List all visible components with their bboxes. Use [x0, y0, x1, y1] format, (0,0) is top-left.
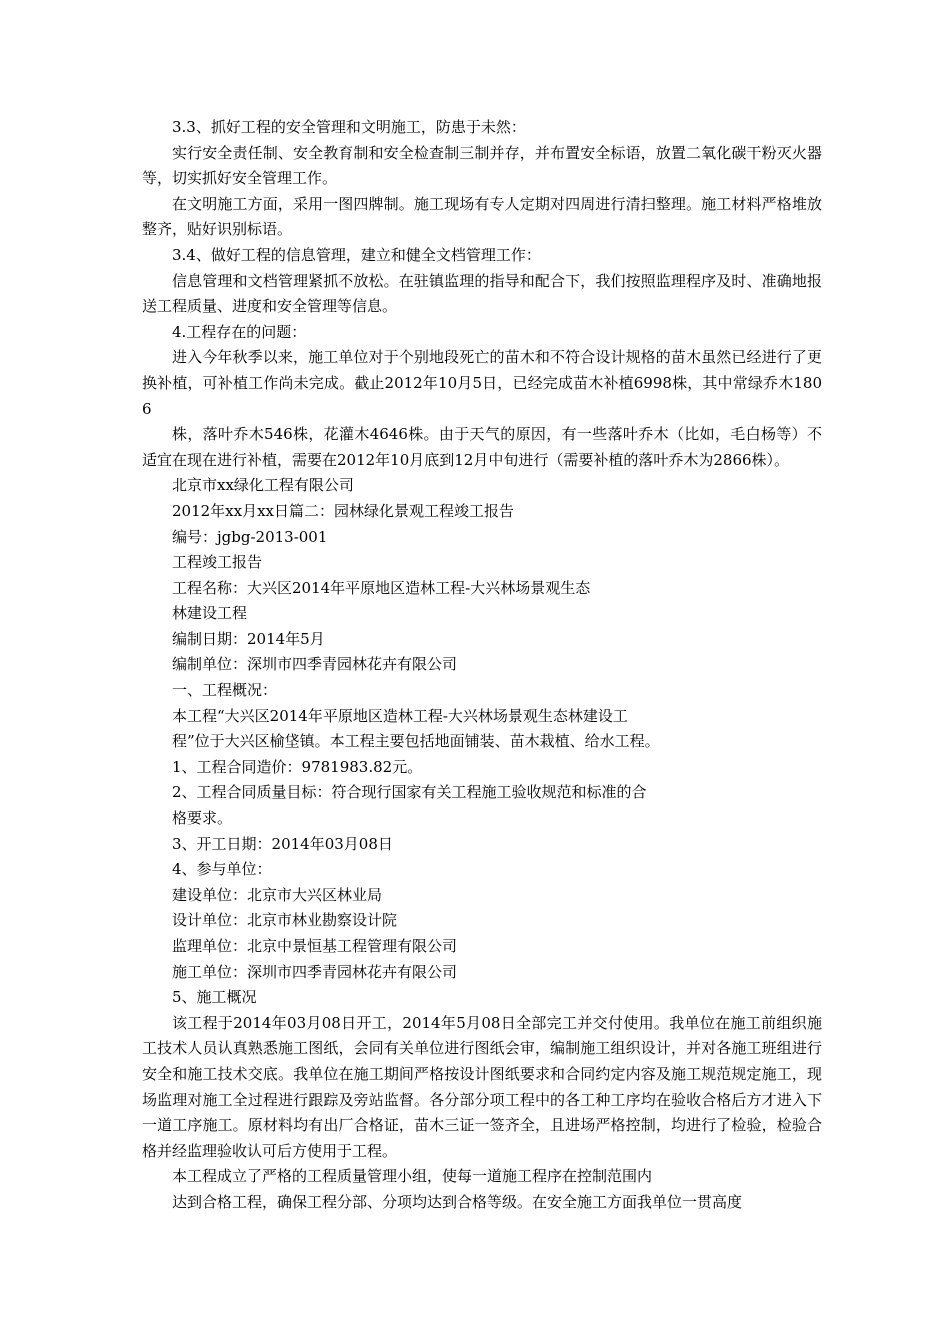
paragraph: 建设单位：北京市大兴区林业局 — [172, 885, 383, 904]
paragraph: 进入今年秋季以来，施工单位对于个别地段死亡的苗木和不符合设计规格的苗木虽然已经进行了更换补植，可补植工作尚未完成。截止2012年10月5日，已经完成苗木补植6998株，其中常绿乔木1806 — [142, 348, 822, 418]
paragraph: 该工程于2014年03月08日开工，2014年5月08日全部完工并交付使用。我单位在施工前组织施工技术人员认真熟悉施工图纸，会同有关单位进行图纸会审，编制施工组织设计，并对各施工班组进行安全和施工技术交底。我单位在施工期间严格按设计图纸要求和合同约定内容及施工规范规定施工，现场监理对施工全过程进行跟踪及旁站监督。各分部分项工程中的各工种工序均在验收合格后方才进入下一道工序施工。原材料均有出厂合格证，苗木三证一签齐全，且进场严格控制，均进行了检验，检验合格并经监理验收认可后方使用于工程。 — [142, 1013, 822, 1160]
paragraph: 施工单位：深圳市四季青园林花卉有限公司 — [172, 962, 458, 981]
paragraph: 工程竣工报告 — [172, 553, 263, 572]
paragraph: 4.工程存在的问题： — [172, 322, 307, 341]
paragraph: 2012年xx月xx日篇二：园林绿化景观工程竣工报告 — [172, 501, 515, 520]
paragraph: 编制日期：2014年5月 — [172, 629, 325, 648]
paragraph: 3.4、做好工程的信息管理，建立和健全文档管理工作： — [172, 245, 541, 264]
paragraph: 本工程成立了严格的工程质量管理小组，使每一道施工程序在控制范围内 — [172, 1167, 653, 1186]
paragraph: 格要求。 — [172, 809, 233, 828]
paragraph: 株，落叶乔木546株，花灌木4646株。由于天气的原因，有一些落叶乔木（比如，毛白杨等）不适宜在现在进行补植，需要在2012年10月底到12月中旬进行（需要补植的落叶乔木为2866株）。 — [142, 425, 822, 469]
paragraph: 5、施工概况 — [172, 988, 257, 1007]
paragraph: 监理单位：北京中景恒基工程管理有限公司 — [172, 937, 458, 955]
paragraph: 编制单位：深圳市四季青园林花卉有限公司 — [172, 655, 458, 674]
paragraph: 3、开工日期：2014年03月08日 — [172, 834, 393, 853]
paragraph: 4、参与单位： — [172, 860, 272, 879]
paragraph: 一、工程概况： — [172, 681, 278, 700]
paragraph: 工程名称：大兴区2014年平原地区造林工程-大兴林场景观生态 — [172, 578, 591, 597]
paragraph: 程”位于大兴区榆垡镇。本工程主要包括地面铺装、苗木栽植、给水工程。 — [172, 732, 660, 751]
paragraph: 编号：jgbg-2013-001 — [172, 527, 328, 546]
paragraph: 2、工程合同质量目标：符合现行国家有关工程施工验收规范和标准的合 — [172, 783, 647, 802]
paragraph: 本工程“大兴区2014年平原地区造林工程-大兴林场景观生态林建设工 — [172, 706, 628, 725]
paragraph: 3.3、抓好工程的安全管理和文明施工，防患于未然： — [172, 118, 526, 136]
paragraph: 实行安全责任制、安全教育制和安全检查制三制并存，并布置安全标语，放置二氧化碳干粉灭火器等，切实抓好安全管理工作。 — [142, 143, 822, 188]
paragraph: 在文明施工方面，采用一图四牌制。施工现场有专人定期对四周进行清扫整理。施工材料严格堆放整齐，贴好识别标语。 — [142, 194, 822, 239]
paragraph: 达到合格工程，确保工程分部、分项均达到合格等级。在安全施工方面我单位一贯高度 — [172, 1192, 743, 1211]
document-page — [142, 115, 822, 1216]
paragraph: 信息管理和文档管理紧抓不放松。在驻镇监理的指导和配合下，我们按照监理程序及时、准确地报送工程质量、进度和安全管理等信息。 — [142, 271, 822, 316]
paragraph: 设计单位：北京市林业勘察设计院 — [172, 911, 398, 930]
paragraph: 北京市xx绿化工程有限公司 — [172, 476, 354, 495]
paragraph: 林建设工程 — [172, 604, 248, 623]
paragraph: 1、工程合同造价：9781983.82元。 — [172, 757, 423, 776]
